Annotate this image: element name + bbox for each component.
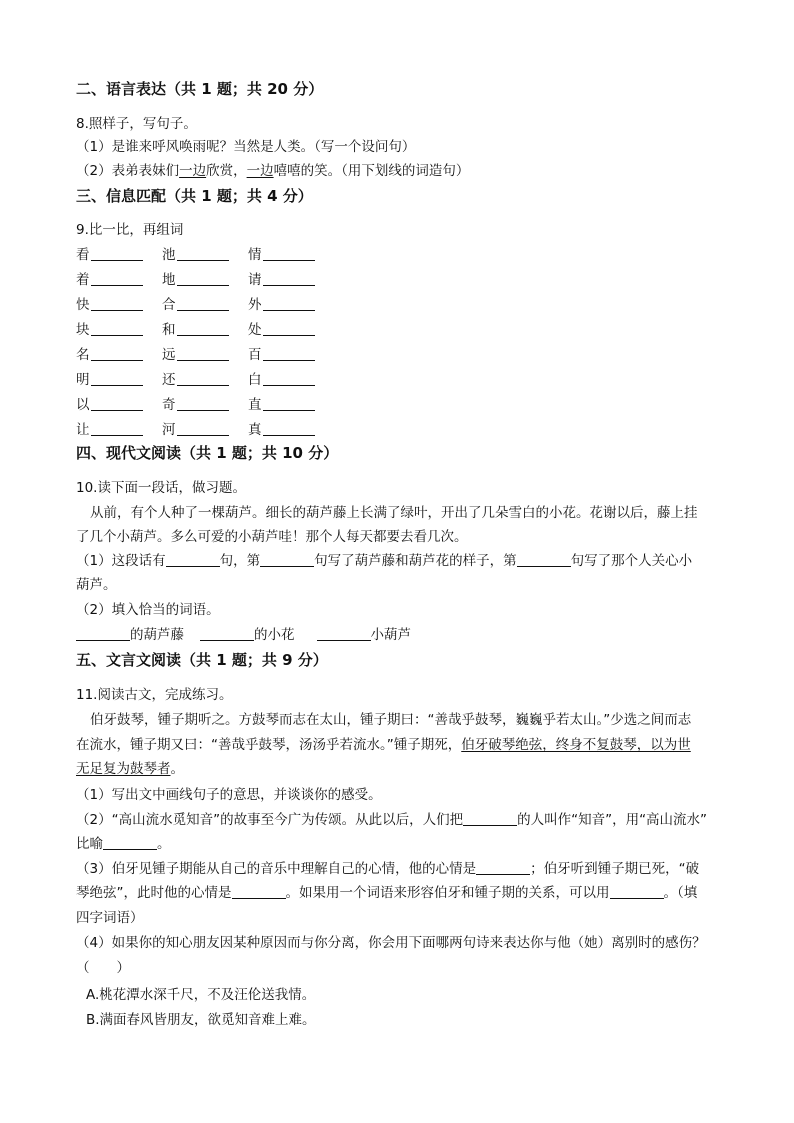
q9-answer-blank[interactable] <box>177 271 229 286</box>
q9-char: 河 <box>162 422 176 438</box>
q9-char: 池 <box>162 247 176 263</box>
q9-answer-blank[interactable] <box>263 421 315 436</box>
q9-char: 明 <box>76 372 90 388</box>
q9-cell <box>162 421 229 439</box>
q9-answer-blank[interactable] <box>263 346 315 361</box>
q9-char: 看 <box>76 247 90 263</box>
q11-part2-text-b: 的人叫作“知音”，用“高山流水” <box>517 812 708 828</box>
q9-char: 白 <box>248 372 262 388</box>
q9-cell <box>248 296 315 314</box>
q10-fill-flower: 的小花 <box>254 627 295 643</box>
q9-cell <box>248 371 315 389</box>
q11-part2-cont <box>76 835 171 853</box>
q11-blank-metaphor[interactable] <box>103 835 157 850</box>
q9-answer-blank[interactable] <box>91 296 143 311</box>
q10-blank-gourd[interactable] <box>317 626 371 641</box>
q10-passage-line-2: 了几个小葫芦。多么可爱的小葫芦哇！那个人每天都要去看几次。 <box>76 529 468 545</box>
q10-fill-vine: 的葫芦藤 <box>130 627 184 643</box>
q9-answer-blank[interactable] <box>177 246 229 261</box>
q8-part2-text-a: （2）表弟表妹们 <box>76 163 180 179</box>
q9-cell <box>162 396 229 414</box>
q11-part2-text-a: （2）“高山流水觅知音”的故事至今广为传颂。从此以后，人们把 <box>76 812 464 828</box>
q9-answer-blank[interactable] <box>177 421 229 436</box>
section-heading-2: 二、语言表达（共 1 题；共 20 分） <box>76 80 324 98</box>
q10-part1-cont: 葫芦。 <box>76 577 117 593</box>
q9-cell <box>248 421 315 439</box>
q11-part3-cont <box>76 884 697 902</box>
q11-part3-end: 四字词语） <box>76 910 144 926</box>
q9-title: 9.比一比，再组词 <box>76 222 184 238</box>
q8-part1: （1）是谁来呼风唤雨呢？当然是人类。（写一个设问句） <box>76 139 416 155</box>
q9-char: 块 <box>76 322 90 338</box>
q9-char: 请 <box>248 272 262 288</box>
q11-underlined-sentence: 伯牙破琴绝弦，终身不复鼓琴，以为世 <box>461 737 691 753</box>
q10-fill-gourd: 小葫芦 <box>370 627 411 643</box>
q11-blank-mood-2[interactable] <box>232 884 286 899</box>
q8-title: 8.照样子，写句子。 <box>76 116 197 132</box>
q11-part3-text-b: ；伯牙听到锺子期已死，“破 <box>530 861 700 877</box>
q9-answer-blank[interactable] <box>263 321 315 336</box>
q11-part3-text-c: 琴绝弦”，此时他的心情是 <box>76 885 232 901</box>
q11-passage-line-3 <box>76 760 184 778</box>
q9-answer-blank[interactable] <box>91 321 143 336</box>
q10-blank-flower[interactable] <box>200 626 254 641</box>
q9-char: 远 <box>162 347 176 363</box>
q11-part3-text-d: 。如果用一个词语来形容伯牙和锺子期的关系，可以用 <box>285 885 610 901</box>
q10-blank-sentence-count[interactable] <box>166 552 220 567</box>
q9-cell <box>248 396 315 414</box>
q8-underlined-word-2: 一边 <box>246 163 274 179</box>
q11-part3-text-e: 。（填 <box>663 885 698 901</box>
q9-char: 和 <box>162 322 176 338</box>
q9-char: 处 <box>248 322 262 338</box>
q8-underlined-word-1: 一边 <box>179 163 207 179</box>
q9-answer-blank[interactable] <box>177 321 229 336</box>
q9-answer-blank[interactable] <box>263 246 315 261</box>
q10-part1-text-d: 句写了那个人关心小 <box>570 553 693 569</box>
q9-char: 着 <box>76 272 90 288</box>
q11-blank-mood-1[interactable] <box>476 860 530 875</box>
q10-part1 <box>76 552 692 570</box>
q9-answer-blank[interactable] <box>91 421 143 436</box>
q9-char: 奇 <box>162 397 176 413</box>
q11-passage-text: 在流水，锺子期又曰：“善哉乎鼓琴，汤汤乎若流水。”锺子期死， <box>76 737 462 753</box>
q9-cell <box>248 346 315 364</box>
q11-part2-text-c: 比喻 <box>76 836 103 852</box>
q9-answer-blank[interactable] <box>177 346 229 361</box>
q9-char: 快 <box>76 297 90 313</box>
q9-answer-blank[interactable] <box>263 271 315 286</box>
q9-cell <box>76 271 143 289</box>
q10-blank-sentence-care[interactable] <box>517 552 571 567</box>
q9-answer-blank[interactable] <box>177 296 229 311</box>
q9-char: 还 <box>162 372 176 388</box>
q9-answer-blank[interactable] <box>91 371 143 386</box>
q9-answer-blank[interactable] <box>177 396 229 411</box>
q8-part2-text-c: 欣赏， <box>206 163 247 179</box>
q11-passage-period: 。 <box>170 761 184 777</box>
q9-cell <box>162 246 229 264</box>
q9-cell <box>248 271 315 289</box>
section-heading-3: 三、信息匹配（共 1 题；共 4 分） <box>76 187 313 205</box>
q9-cell <box>76 321 143 339</box>
q10-passage-line-1: 从前，有个人种了一棵葫芦。细长的葫芦藤上长满了绿叶，开出了几朵雪白的小花。花谢以后，藤上挂 <box>90 505 698 521</box>
q11-part2 <box>76 811 707 829</box>
q11-blank-idiom[interactable] <box>610 884 664 899</box>
q10-part2: （2）填入恰当的词语。 <box>76 602 220 618</box>
q9-cell <box>162 296 229 314</box>
q9-answer-blank[interactable] <box>263 296 315 311</box>
q9-cell <box>76 246 143 264</box>
q9-cell <box>76 396 143 414</box>
q9-answer-blank[interactable] <box>91 346 143 361</box>
q9-char: 地 <box>162 272 176 288</box>
q11-option-a[interactable]: A.桃花潭水深千尺，不及汪伦送我情。 <box>86 987 316 1003</box>
q9-char: 真 <box>248 422 262 438</box>
q9-char: 百 <box>248 347 262 363</box>
q11-part3 <box>76 860 699 878</box>
q10-fill-row <box>76 626 411 644</box>
q9-char: 情 <box>248 247 262 263</box>
q11-title: 11.阅读古文，完成练习。 <box>76 687 233 703</box>
q11-answer-bracket[interactable]: （ ） <box>76 960 130 976</box>
q11-part2-text-d: 。 <box>157 836 171 852</box>
q9-char: 让 <box>76 422 90 438</box>
q11-blank-zhiyin[interactable] <box>463 811 517 826</box>
q9-answer-blank[interactable] <box>91 246 143 261</box>
q9-answer-blank[interactable] <box>91 271 143 286</box>
q9-answer-blank[interactable] <box>263 371 315 386</box>
q11-part4: （4）如果你的知心朋友因某种原因而与你分离，你会用下面哪两句诗来表达你与他（她）离别时的感伤？ <box>76 935 706 951</box>
q10-title: 10.读下面一段话，做习题。 <box>76 480 246 496</box>
section-heading-4: 四、现代文阅读（共 1 题；共 10 分） <box>76 444 339 462</box>
q11-passage-line-2 <box>76 736 691 754</box>
q9-cell <box>162 371 229 389</box>
q8-part2-text-e: 嘻嘻的笑。（用下划线的词造句） <box>273 163 470 179</box>
q11-part3-text-a: （3）伯牙见锺子期能从自己的音乐中理解自己的心情，他的心情是 <box>76 861 477 877</box>
q9-answer-blank[interactable] <box>177 371 229 386</box>
q10-part1-text-b: 句，第 <box>219 553 261 569</box>
q11-part1: （1）写出文中画线句子的意思，并谈谈你的感受。 <box>76 787 382 803</box>
q9-answer-blank[interactable] <box>263 396 315 411</box>
q9-cell <box>76 421 143 439</box>
q10-part1-text-c: 句写了葫芦藤和葫芦花的样子，第 <box>314 553 517 569</box>
q9-cell <box>162 271 229 289</box>
q9-cell <box>162 346 229 364</box>
q9-char: 名 <box>76 347 90 363</box>
q9-char: 合 <box>162 297 176 313</box>
q8-part2 <box>76 162 469 180</box>
q10-part1-text-a: （1）这段话有 <box>76 553 166 569</box>
q9-cell <box>162 321 229 339</box>
q11-passage-line-1: 伯牙鼓琴，锺子期听之。方鼓琴而志在太山，锺子期曰：“善哉乎鼓琴，巍巍乎若太山。”少选之间而志 <box>90 712 692 728</box>
q9-char: 直 <box>248 397 262 413</box>
q11-option-b[interactable]: B.满面春风皆朋友，欲觅知音难上难。 <box>86 1012 316 1028</box>
q9-answer-blank[interactable] <box>91 396 143 411</box>
q9-cell <box>76 296 143 314</box>
q9-cell <box>248 321 315 339</box>
q9-char: 以 <box>76 397 90 413</box>
q10-blank-vine[interactable] <box>76 626 130 641</box>
q11-underlined-sentence-end: 无足复为鼓琴者 <box>76 761 171 777</box>
q9-cell <box>76 371 143 389</box>
q10-blank-sentence-vine[interactable] <box>260 552 314 567</box>
q9-cell <box>248 246 315 264</box>
q9-cell <box>76 346 143 364</box>
q9-char: 外 <box>248 297 262 313</box>
section-heading-5: 五、文言文阅读（共 1 题；共 9 分） <box>76 651 328 669</box>
